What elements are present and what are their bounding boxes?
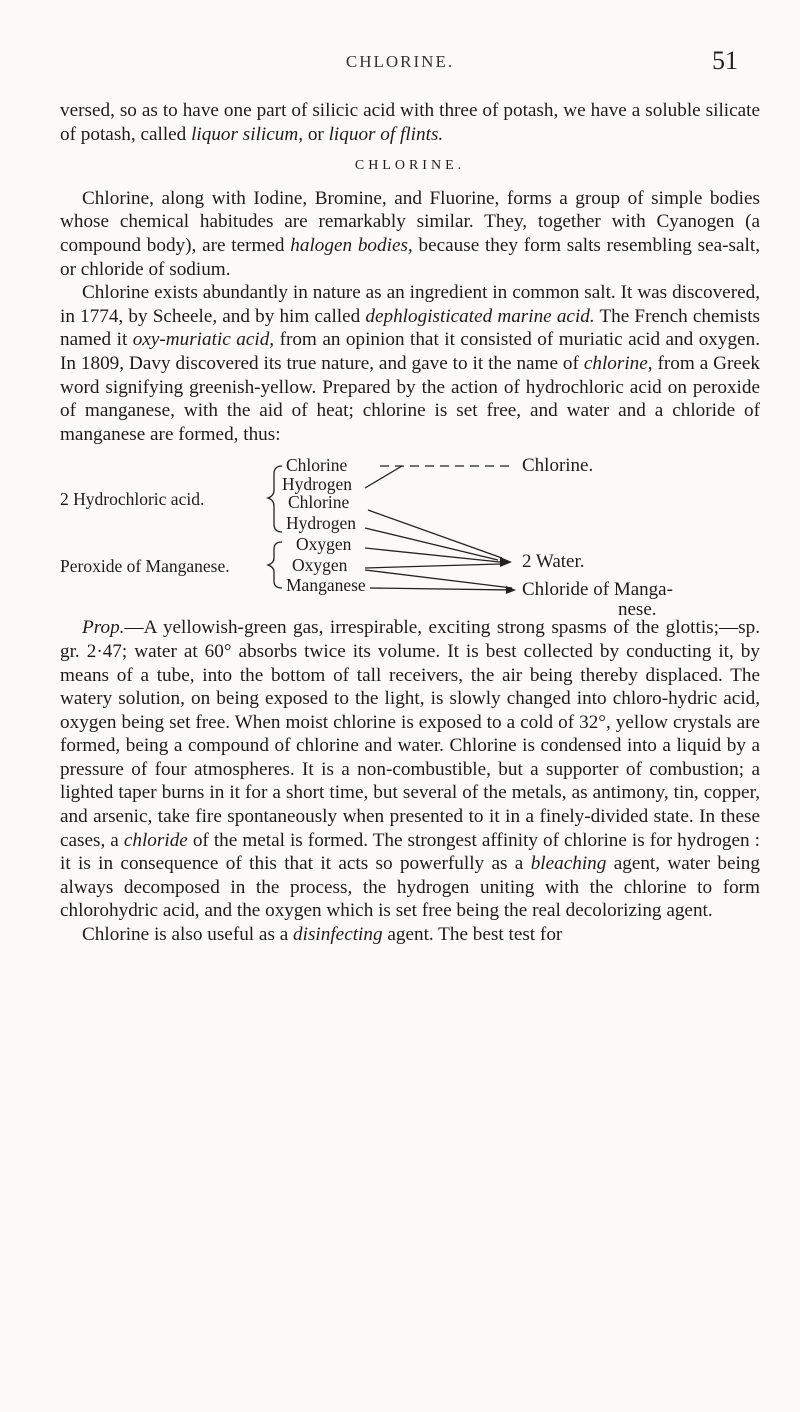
text-run: Chlorine, along with Iodine, Bromine, and Fluorine, forms a group of simple bodies whose chemical habitudes are remarkably similar. They, together with Cyanogen (a compound body), are termed [60,187,760,256]
body-text [60,99,760,947]
running-title: CHLORINE. [345,52,455,71]
paragraph-disinfect [60,923,760,947]
component-oxygen: Oxygen [296,534,352,555]
arrow-water [500,557,512,567]
line-oxygen-cross [365,570,512,588]
italic-term: chlorine, [583,352,653,374]
component-oxygen: Oxygen [292,555,348,576]
paragraph-intro [60,99,760,146]
italic-term: bleaching [530,853,607,875]
line-oxygen-2 [365,564,500,568]
reactant-peroxide: Peroxide of Manganese. [60,556,230,577]
page-number: 51 [712,46,738,75]
text-run: —A yellowish-green gas, irrespirable, exciting strong spasms of the glottis;—sp. gr. 2·47; water at 60° absorbs twice its volume. It is best collected by conducting it, by means of a tube, into the bottom of tall receivers, the air being thereby displaced. The watery solution, on being exposed to the light, is slowly changed into chloro-hydric acid, oxygen being set free. When moist chlorine is exposed to a cold of 32°, yellow crystals are formed, being a compound of chlorine and water. Chlorine is condensed into a liquid by a pressure of four atmospheres. It is a non-combustible, but a supporter of combustion; a lighted taper burns in it for a short time, but several of the metals, as antimony, tin, copper, and arsenic, take fire spontaneously when presented to it in a finely-divided state. In these cases, a [60,617,760,851]
brace-hydrochloric [268,466,282,532]
italic-term: dephlogisticated marine acid. [365,305,595,327]
product-water: 2 Water. [522,551,585,573]
running-head [0,46,800,80]
italic-term: chloride [123,829,188,851]
component-hydrogen: Hydrogen [286,513,356,534]
italic-term: oxy-muriatic acid, [132,329,275,351]
section-title: CHLORINE. [354,158,466,174]
brace-manganese [268,542,282,588]
arrow-chloride [506,586,516,594]
italic-term: liquor of flints. [328,123,444,145]
text-run: from an opinion that it consisted of muriatic acid and oxygen. In 1809, Davy discovered its true nature, and gave to it the name of [60,329,760,374]
text-run: agent. The best test for [382,924,563,946]
paragraph-history [60,281,760,446]
component-chlorine: Chlorine [288,492,350,513]
text-run: agent, water being always decomposed in the process, the hydrogen uniting with the chlorine to form chlorohydric acid, and the oxygen which is set free being the real decolorizing agent. [60,853,760,922]
reactant-hydrochloric: 2 Hydrochloric acid. [60,489,205,510]
product-chloride-cont: nese. [618,599,657,621]
component-manganese: Manganese [286,575,366,596]
product-chlorine: Chlorine. [522,455,594,477]
line-hydrogen-1 [365,466,402,488]
text-run: from a Greek word signifying greenish-yellow. Prepared by the action of hydrochloric acid on peroxide of manganese, with the aid of heat; chlorine is set free, and water and a chloride of manganese are formed, thus: [60,352,761,445]
text-run: Chlorine is also useful as a [82,924,294,946]
text-run: of the metal is formed. The strongest affinity of chlorine is for hydrogen : it is in consequence of this that it acts so powerfully as a [60,829,760,875]
product-chloride: Chloride of Manga- [522,579,673,601]
line-manganese [370,588,512,590]
component-hydrogen: Hydrogen [282,474,352,495]
text-run: or [303,123,329,145]
reaction-diagram [60,454,760,621]
italic-term: liquor silicum, [191,123,304,145]
italic-term: Prop. [82,617,125,639]
paragraph-halogen [60,187,760,281]
text-run: The French chemists named it [60,305,760,351]
paragraph-properties [60,616,760,923]
italic-term: disinfecting [293,924,383,946]
italic-term: halogen bodies, [290,234,413,256]
text-run: Chlorine exists abundantly in nature as an ingredient in common salt. It was discovered, in 1774, by Scheele, and by him called [60,282,760,327]
text-run: versed, so as to have one part of silicic acid with three of potash, we have a soluble silicate of potash, called [60,100,760,145]
text-run: because they form salts resembling sea-salt, or chloride of sodium. [60,234,760,280]
component-chlorine: Chlorine [286,455,348,476]
